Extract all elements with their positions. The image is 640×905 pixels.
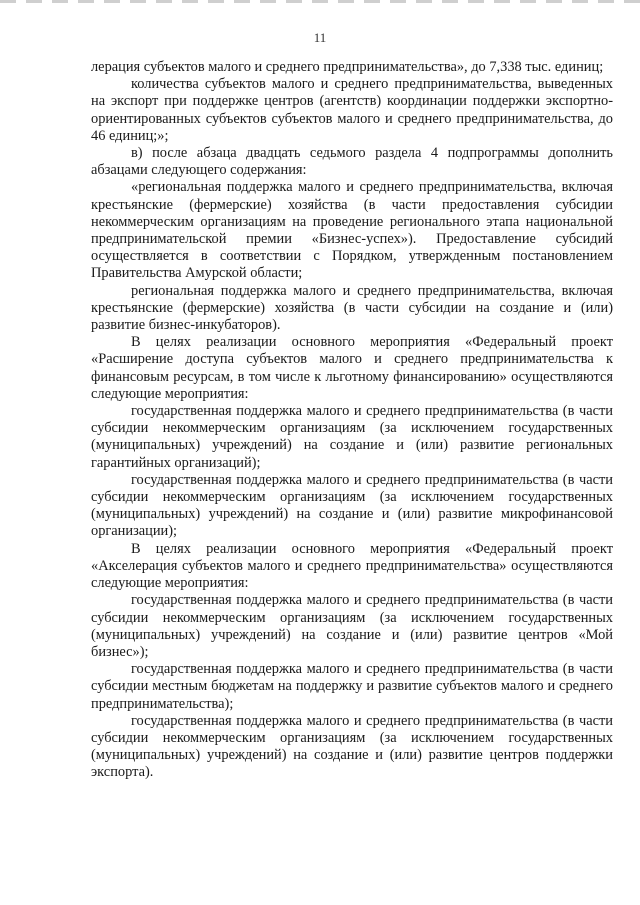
scan-top-edge <box>0 0 640 3</box>
paragraph: в) после абзаца двадцать седьмого раздела 4 подпрограммы дополнить абзацами следующего содержания: <box>91 145 613 179</box>
paragraph: государственная поддержка малого и среднего предпринимательства (в части субсидии некоммерческим организациям (за исключением государственных (муниципальных) учреждений) на создание и (или) развитие микрофинансовой организации); <box>91 471 613 540</box>
paragraph: лерация субъектов малого и среднего предпринимательства», до 7,338 тыс. единиц; <box>91 59 604 75</box>
paragraph: государственная поддержка малого и среднего предпринимательства (в части субсидии местным бюджетам на поддержку и развитие субъектов малого и среднего предпринимательства); <box>91 661 613 712</box>
paragraph: государственная поддержка малого и среднего предпринимательства (в части субсидии некоммерческим организациям (за исключением государственных (муниципальных) учреждений) на создание и (или) развитие центров поддержки экспорта). <box>91 712 613 781</box>
paragraph: государственная поддержка малого и среднего предпринимательства (в части субсидии некоммерческим организациям (за исключением государственных (муниципальных) учреждений) на создание и (или) развитие центров «Мой бизнес»); <box>91 592 613 660</box>
document-body <box>91 59 613 782</box>
paragraph: В целях реализации основного мероприятия «Федеральный проект «Акселерация субъектов малого и среднего предпринимательства» осуществляются следующие мероприятия: <box>91 540 613 592</box>
paragraph: количества субъектов малого и среднего предпринимательства, выведенных на экспорт при поддержке центров (агентств) координации поддержки экспортно-ориентированных субъектов субъектов малого и среднего предпринимательства, до 46 единиц;»; <box>91 76 613 144</box>
paragraph: В целях реализации основного мероприятия «Федеральный проект «Расширение доступа субъектов малого и среднего предпринимательства к финансовым ресурсам, в том числе к льготному финансированию» осуществляются следующие мероприятия: <box>91 334 613 402</box>
paragraph: государственная поддержка малого и среднего предпринимательства (в части субсидии некоммерческим организациям (за исключением государственных (муниципальных) учреждений) на создание и (или) развитие региональных гарантийных организаций); <box>91 403 613 471</box>
page-number: 11 <box>313 30 327 45</box>
paragraph: региональная поддержка малого и среднего предпринимательства, включая крестьянские (фермерские) хозяйства (в части субсидии на создание и (или) развитие бизнес-инкубаторов). <box>91 282 613 334</box>
paragraph: «региональная поддержка малого и среднего предпринимательства, включая крестьянские (фермерские) хозяйства (в части предоставления субсидии некоммерческим организациям на проведение регионального этапа национальной предпринимательской премии «Бизнес-успех»). Предоставление субсидий осуществляется в соответствии с Порядком, утвержденным постановлением Правительства Амурской области; <box>91 179 613 282</box>
